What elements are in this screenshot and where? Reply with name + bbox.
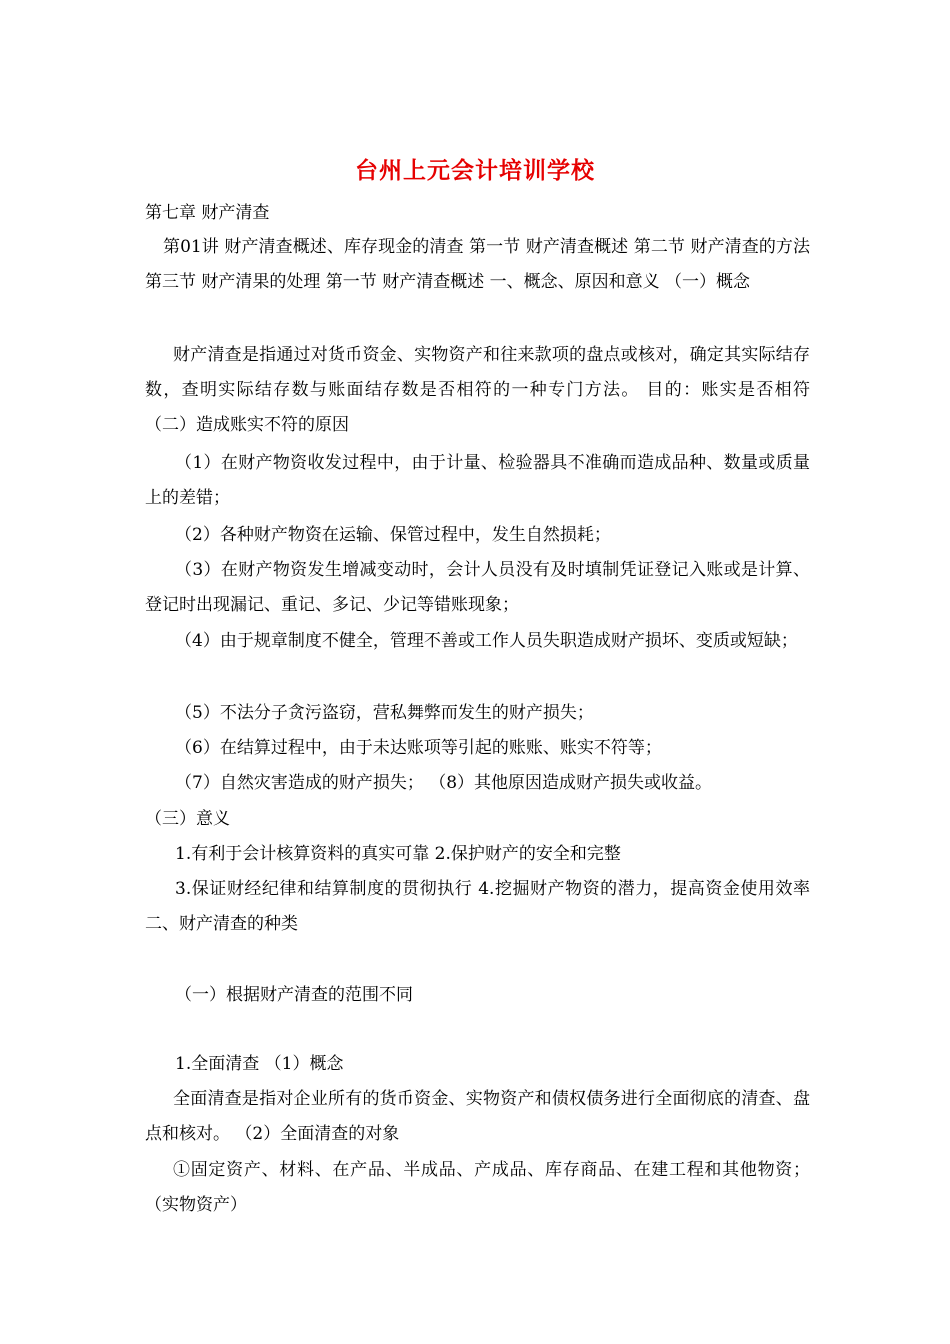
- paragraph: （5）不法分子贪污盗窃，营私舞弊而发生的财产损失；: [175, 703, 594, 723]
- document-title: 台州上元会计培训学校: [355, 157, 595, 184]
- paragraph: 3.保证财经纪律和结算制度的贯彻执行 4.挖掘财产物资的潜力，提高资金使用效率 二、财产清查的种类: [145, 879, 810, 934]
- paragraph: ①固定资产、材料、在产品、半成品、产成品、库存商品、在建工程和其他物资；（实物资产）: [145, 1160, 810, 1215]
- paragraph: （6）在结算过程中，由于未达账项等引起的账账、账实不符等；: [175, 738, 662, 758]
- section-heading: （三）意义: [145, 809, 230, 829]
- section-heading: 1.全面清查 （1）概念: [175, 1054, 344, 1074]
- chapter-heading: 第七章 财产清查: [145, 203, 270, 223]
- section-heading: （一）根据财产清查的范围不同: [175, 985, 413, 1005]
- paragraph: （3）在财产物资发生增减变动时，会计人员没有及时填制凭证登记入账或是计算、登记时出现漏记、重记、多记、少记等错账现象；: [145, 560, 810, 615]
- paragraph: （1）在财产物资收发过程中，由于计量、检验器具不准确而造成品种、数量或质量上的差错；: [145, 453, 810, 508]
- paragraph: 全面清查是指对企业所有的货币资金、实物资产和债权债务进行全面彻底的清查、盘点和核对。 （2）全面清查的对象: [145, 1089, 810, 1144]
- paragraph: （7）自然灾害造成的财产损失； （8）其他原因造成财产损失或收益。: [175, 773, 713, 793]
- paragraph: （2）各种财产物资在运输、保管过程中，发生自然损耗；: [175, 525, 611, 545]
- paragraph: 1.有利于会计核算资料的真实可靠 2.保护财产的安全和完整: [175, 844, 621, 864]
- paragraph: （4）由于规章制度不健全，管理不善或工作人员失职造成财产损坏、变质或短缺；: [175, 631, 798, 651]
- paragraph: 第01讲 财产清查概述、库存现金的清查 第一节 财产清查概述 第二节 财产清查的方法 第三节 财产清果的处理 第一节 财产清查概述 一、概念、原因和意义 （一）概念: [145, 237, 810, 292]
- paragraph: 财产清查是指通过对货币资金、实物资产和往来款项的盘点或核对，确定其实际结存数，查明实际结存数与账面结存数是否相符的一种专门方法。 目的：账实是否相符 （二）造成账实不符的原因: [145, 345, 810, 435]
